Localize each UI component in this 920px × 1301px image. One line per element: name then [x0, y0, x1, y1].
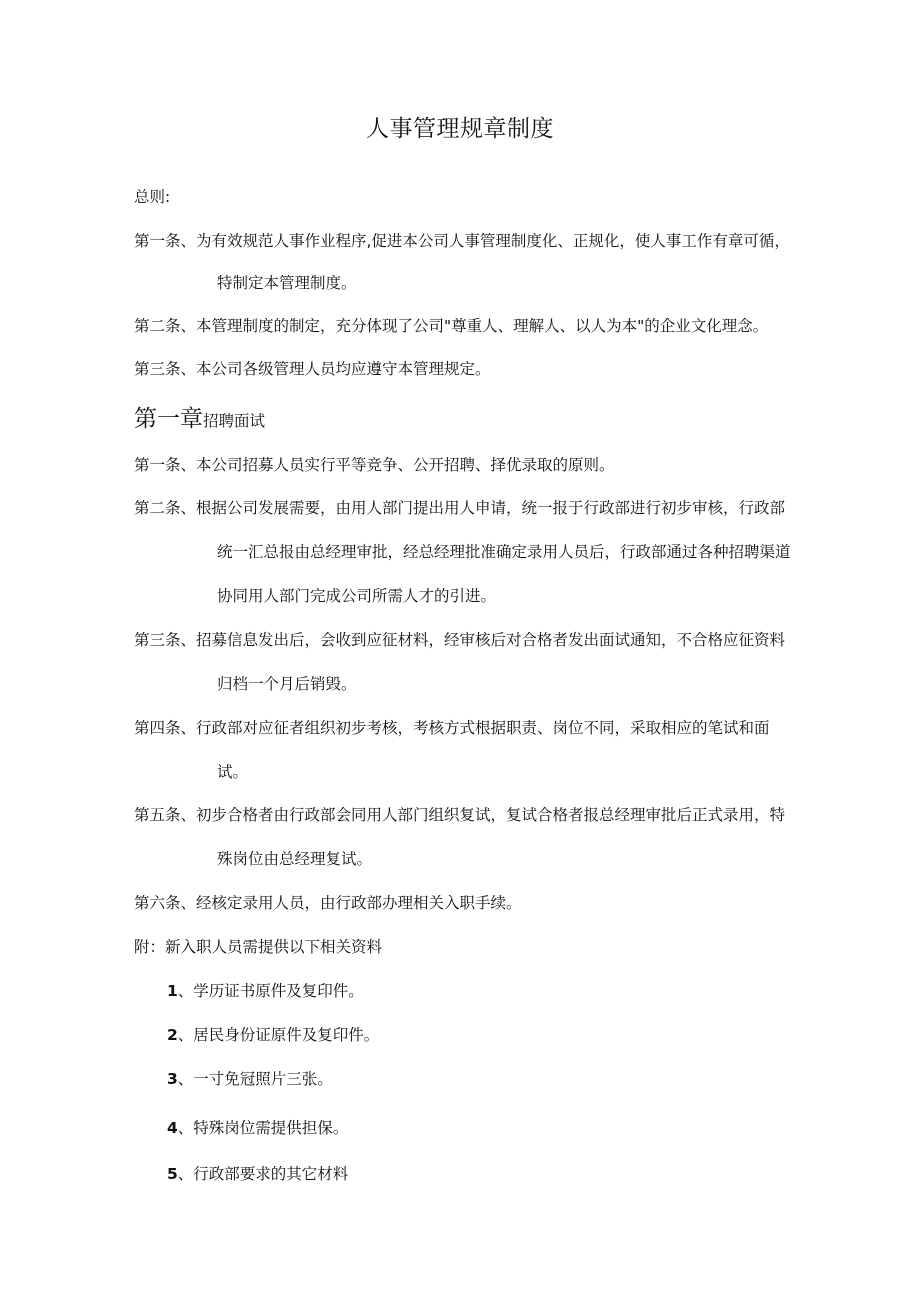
chapter1-article-5-line-2: 殊岗位由总经理复试。	[217, 850, 373, 868]
chapter1-article-4-line-1: 第四条、行政部对应征者组织初步考核，考核方式根据职责、岗位不同，采取相应的笔试和面	[134, 719, 770, 737]
appendix-item-number: 1	[167, 982, 178, 1000]
general-article-1-line-1: 第一条、为有效规范人事作业程序,促进本公司人事管理制度化、正规化，使人事工作有章可循，	[134, 232, 790, 250]
appendix-item	[167, 1024, 379, 1046]
chapter1-article-1: 第一条、本公司招募人员实行平等竞争、公开招聘、择优录取的原则。	[134, 456, 615, 474]
document-title: 人事管理规章制度	[366, 116, 554, 142]
chapter1-article-6: 第六条、经核定录用人员，由行政部办理相关入职手续。	[134, 894, 522, 912]
appendix-item	[167, 1163, 348, 1185]
appendix-item-text: 、学历证书原件及复印件。	[177, 982, 364, 1000]
appendix-item-text: 、行政部要求的其它材料	[177, 1165, 349, 1183]
general-article-2: 第二条、本管理制度的制定，充分体现了公司"尊重人、理解人、以人为本"的企业文化理念。	[134, 317, 769, 335]
appendix-item-number: 5	[167, 1165, 178, 1183]
appendix-item-text: 、特殊岗位需提供担保。	[177, 1119, 349, 1137]
appendix-item	[167, 1068, 333, 1090]
appendix-item	[167, 1117, 348, 1139]
chapter1-article-5-line-1: 第五条、初步合格者由行政部会同用人部门组织复试，复试合格者报总经理审批后正式录用，特	[134, 806, 786, 824]
chapter1-article-3-line-1: 第三条、招募信息发出后，会收到应征材料，经审核后对合格者发出面试通知，不合格应征资料	[134, 631, 786, 649]
appendix-item-number: 3	[167, 1070, 178, 1088]
chapter1-article-4-line-2: 试。	[217, 763, 249, 781]
chapter1-article-3-line-2: 归档一个月后销毁。	[217, 675, 357, 693]
general-heading: 总则:	[134, 188, 171, 206]
appendix-item-number: 4	[167, 1119, 178, 1137]
chapter-name: 招聘面试	[203, 412, 266, 430]
chapter1-article-2-line-2: 统一汇总报由总经理审批，经总经理批准确定录用人员后，行政部通过各种招聘渠道	[217, 543, 791, 561]
chapter-heading	[134, 402, 265, 438]
chapter1-article-2-line-3: 协同用人部门完成公司所需人才的引进。	[217, 587, 497, 605]
appendix-item	[167, 980, 364, 1002]
general-article-3: 第三条、本公司各级管理人员均应遵守本管理规定。	[134, 360, 491, 378]
appendix-item-number: 2	[167, 1026, 178, 1044]
appendix-heading: 附：新入职人员需提供以下相关资料	[134, 938, 383, 956]
chapter-label: 第一章	[134, 406, 203, 432]
general-article-1-line-2: 特制定本管理制度。	[217, 274, 357, 292]
appendix-item-text: 、一寸免冠照片三张。	[177, 1070, 333, 1088]
appendix-item-text: 、居民身份证原件及复印件。	[177, 1026, 380, 1044]
chapter1-article-2-line-1: 第二条、根据公司发展需要，由用人部门提出用人申请，统一报于行政部进行初步审核，行政部	[134, 499, 786, 517]
